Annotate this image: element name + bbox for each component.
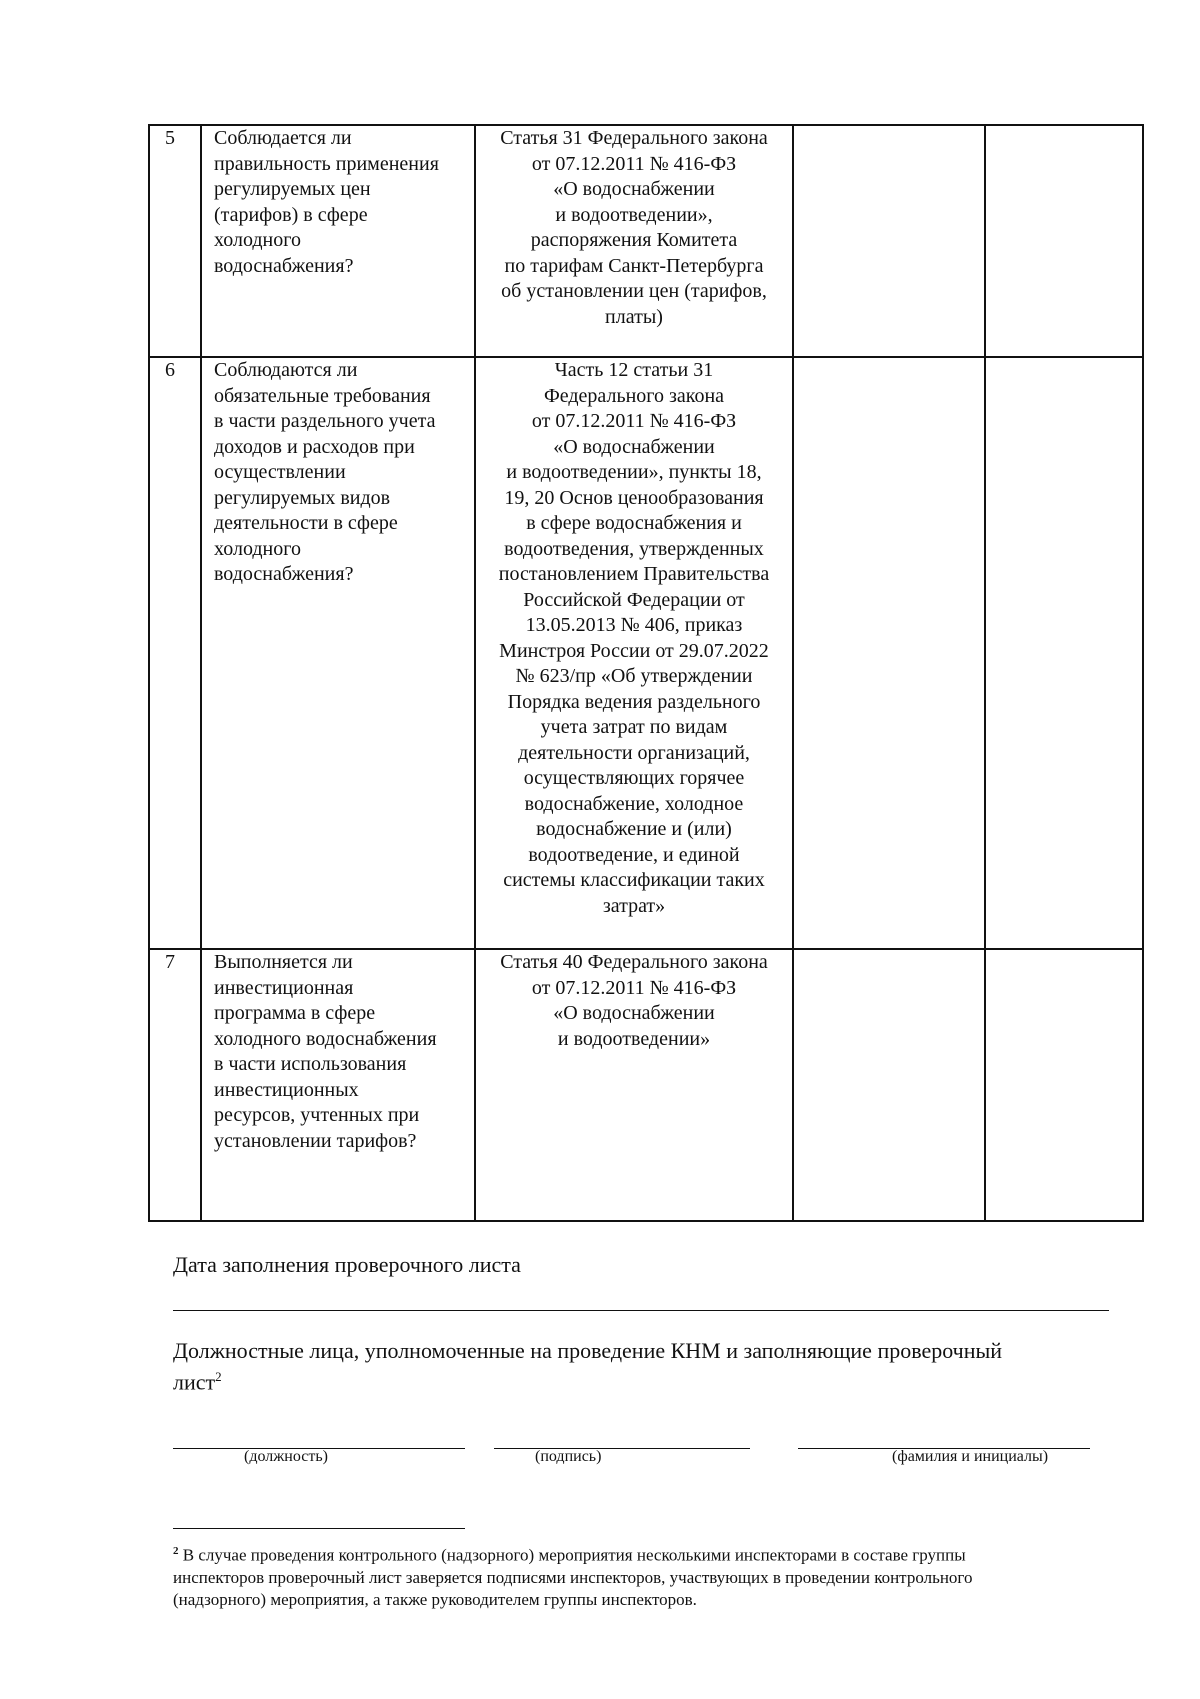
legal-basis-line: Минстроя России от 29.07.2022 [499, 639, 769, 662]
legal-basis-line: Статья 40 Федерального закона [500, 951, 768, 973]
footnote-line-3: (надзорного) мероприятия, а также руководителем группы инспекторов. [173, 1589, 697, 1609]
row-number: 7 [149, 949, 201, 1221]
question-line: регулируемых видов [214, 486, 391, 509]
legal-basis-line: распоряжения Комитета [530, 229, 738, 251]
legal-basis-line: системы классификации таких [503, 869, 765, 891]
footnote-line-1: $^2$ В случае проведения контрольного (надзорного) мероприятия несколькими инспекторами в составе группы [173, 1545, 966, 1565]
question-line: инвестиционная [214, 976, 354, 999]
row-number: 5 [149, 125, 201, 357]
legal-basis-line: осуществляющих горячее [523, 767, 745, 789]
legal-basis-cell [475, 357, 793, 949]
question-line: холодного водоснабжения [214, 1027, 437, 1050]
officials-line-2: лист [173, 1369, 216, 1395]
legal-basis-line: в сфере водоснабжения и [526, 512, 742, 534]
legal-basis-line: 13.05.2013 № 406, приказ [525, 614, 743, 636]
question-line: водоснабжения? [214, 254, 354, 277]
legal-basis-line: Порядка ведения раздельного [507, 690, 761, 713]
footnote [173, 1540, 1133, 1611]
answer-cell[interactable] [793, 125, 985, 357]
question-line: водоснабжения? [214, 563, 354, 585]
question-line: инвестиционных [214, 1078, 359, 1101]
footnote-marker: 2 [173, 1545, 179, 1557]
footnote-separator [173, 1528, 465, 1529]
question-line: ресурсов, учтенных при [214, 1104, 420, 1126]
question-line: (тарифов) в сфере [214, 203, 368, 226]
legal-basis-line: и водоотведении», [555, 203, 713, 226]
table-row [149, 949, 1143, 1221]
legal-basis-line: платы) [605, 305, 663, 328]
question-line: установлении тарифов? [214, 1129, 417, 1152]
question-line: правильность применения [214, 152, 439, 175]
legal-basis-line: водоснабжение, холодное [524, 792, 744, 815]
question-line: обязательные требования [214, 384, 431, 407]
legal-basis-line: деятельности организаций, [518, 741, 750, 764]
answer-cell[interactable] [793, 949, 985, 1221]
question-line: холодного [214, 537, 301, 560]
caption-name: (фамилия и инициалы) [892, 1448, 1049, 1465]
question-line: холодного [214, 229, 301, 251]
caption-position: (должность) [244, 1448, 328, 1465]
footnote-ref: 2 [215, 1369, 222, 1384]
answer-cell[interactable] [793, 357, 985, 949]
legal-basis-line: водоснабжение и (или) [536, 818, 732, 840]
question-line: в части раздельного учета [214, 410, 436, 432]
question-line: Выполняется ли [214, 951, 353, 973]
legal-basis-line: и водоотведении» [557, 1027, 711, 1050]
legal-basis-cell [475, 949, 793, 1221]
legal-basis-line: постановлением Правительства [498, 563, 770, 585]
table-row [149, 357, 1143, 949]
legal-basis-cell [475, 125, 793, 357]
question-line: доходов и расходов при [214, 435, 415, 458]
legal-basis-line: затрат» [602, 894, 666, 917]
legal-basis-line: от 07.12.2011 № 416-ФЗ [531, 410, 737, 432]
officials-heading [173, 1338, 1002, 1395]
question-line: осуществлении [214, 461, 346, 483]
legal-basis-line: от 07.12.2011 № 416-ФЗ [531, 976, 737, 999]
row-number: 6 [149, 357, 201, 949]
question-line: деятельности в сфере [214, 512, 398, 534]
question-line: Соблюдается ли [214, 127, 352, 149]
caption-signature: (подпись) [535, 1448, 602, 1465]
legal-basis-line: «О водоснабжении [553, 435, 715, 458]
checklist-table [148, 124, 1144, 1222]
legal-basis-line: Часть 12 статьи 31 [554, 359, 714, 381]
fill-date-label: Дата заполнения проверочного листа [173, 1252, 521, 1277]
legal-basis-line: «О водоснабжении [553, 1002, 715, 1024]
officials-line-1: Должностные лица, уполномоченные на проведение КНМ и заполняющие проверочный [173, 1338, 1003, 1363]
table-row [149, 125, 1143, 357]
question-line: в части использования [214, 1053, 407, 1075]
question-cell [201, 125, 475, 357]
legal-basis-line: учета затрат по видам [540, 716, 728, 738]
signature-line-signature [494, 1448, 750, 1449]
fill-date-line [173, 1310, 1109, 1311]
legal-basis-line: № 623/пр «Об утверждении [515, 665, 753, 687]
legal-basis-line: Статья 31 Федерального закона [500, 127, 768, 149]
legal-basis-line: Федерального закона [543, 384, 725, 407]
legal-basis-line: от 07.12.2011 № 416-ФЗ [531, 152, 737, 175]
question-line: Соблюдаются ли [214, 359, 358, 381]
legal-basis-line: водоотведения, утвержденных [504, 537, 764, 560]
legal-basis-line: Российской Федерации от [523, 588, 745, 611]
legal-basis-line: 19, 20 Основ ценообразования [504, 486, 764, 509]
question-line: регулируемых цен [214, 178, 371, 200]
footnote-line-2: инспекторов проверочный лист заверяется подписями инспекторов, участвующих в проведении контрольного [173, 1567, 973, 1587]
legal-basis-line: «О водоснабжении [553, 178, 715, 200]
legal-basis-line: и водоотведении», пункты 18, [506, 461, 762, 483]
legal-basis-line: водоотведение, и единой [528, 843, 740, 866]
legal-basis-line: по тарифам Санкт-Петербурга [504, 254, 764, 277]
legal-basis-line: об установлении цен (тарифов, [501, 280, 767, 302]
note-cell[interactable] [985, 357, 1143, 949]
question-cell [201, 357, 475, 949]
note-cell[interactable] [985, 949, 1143, 1221]
note-cell[interactable] [985, 125, 1143, 357]
question-line: программа в сфере [214, 1002, 376, 1024]
question-cell [201, 949, 475, 1221]
